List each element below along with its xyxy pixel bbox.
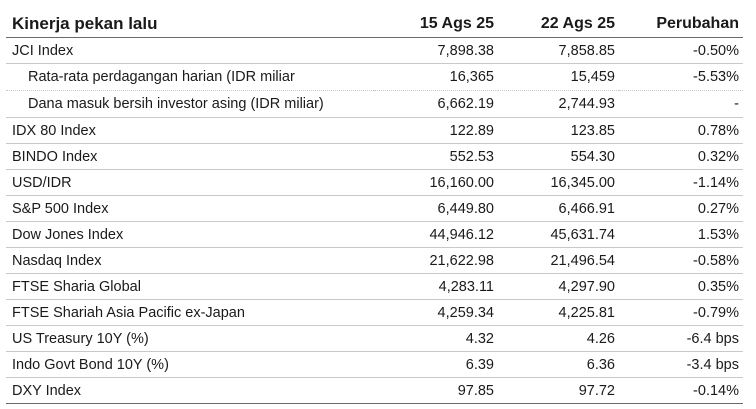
value-current-week: 6,466.91 (498, 196, 619, 222)
value-change: -0.14% (619, 378, 743, 404)
table-row (6, 91, 743, 118)
weekly-performance-table (6, 10, 743, 404)
value-prev-week: 6,662.19 (374, 91, 498, 118)
row-label: FTSE Sharia Global (6, 274, 374, 300)
value-prev-week: 21,622.98 (374, 248, 498, 274)
value-change: -6.4 bps (619, 326, 743, 352)
column-header-current-date: 22 Ags 25 (498, 10, 619, 38)
table-row (6, 300, 743, 326)
table-row (6, 378, 743, 404)
value-current-week: 45,631.74 (498, 222, 619, 248)
table-body (6, 38, 743, 404)
value-prev-week: 552.53 (374, 144, 498, 170)
value-current-week: 4.26 (498, 326, 619, 352)
table-row (6, 196, 743, 222)
row-label: Dow Jones Index (6, 222, 374, 248)
value-current-week: 2,744.93 (498, 91, 619, 118)
value-current-week: 16,345.00 (498, 170, 619, 196)
value-current-week: 15,459 (498, 64, 619, 91)
row-label: US Treasury 10Y (%) (6, 326, 374, 352)
value-prev-week: 122.89 (374, 118, 498, 144)
value-change: -1.14% (619, 170, 743, 196)
table-row (6, 274, 743, 300)
row-label: DXY Index (6, 378, 374, 404)
value-change: -0.79% (619, 300, 743, 326)
value-current-week: 4,225.81 (498, 300, 619, 326)
table-row (6, 144, 743, 170)
value-change: 0.35% (619, 274, 743, 300)
row-label: BINDO Index (6, 144, 374, 170)
row-label: S&P 500 Index (6, 196, 374, 222)
header-row (6, 10, 743, 38)
table-row (6, 222, 743, 248)
value-prev-week: 4,259.34 (374, 300, 498, 326)
value-change: 0.78% (619, 118, 743, 144)
row-label: FTSE Shariah Asia Pacific ex-Japan (6, 300, 374, 326)
row-label: USD/IDR (6, 170, 374, 196)
table-header (6, 10, 743, 38)
row-label: Dana masuk bersih investor asing (IDR miliar) (6, 91, 374, 118)
value-current-week: 123.85 (498, 118, 619, 144)
value-prev-week: 16,365 (374, 64, 498, 91)
table-row (6, 38, 743, 64)
value-change: -0.50% (619, 38, 743, 64)
row-label: Nasdaq Index (6, 248, 374, 274)
value-prev-week: 97.85 (374, 378, 498, 404)
value-change: - (619, 91, 743, 118)
value-change: -0.58% (619, 248, 743, 274)
value-change: -5.53% (619, 64, 743, 91)
table-row (6, 326, 743, 352)
value-prev-week: 7,898.38 (374, 38, 498, 64)
value-current-week: 7,858.85 (498, 38, 619, 64)
value-current-week: 4,297.90 (498, 274, 619, 300)
value-current-week: 21,496.54 (498, 248, 619, 274)
value-current-week: 554.30 (498, 144, 619, 170)
row-label: Rata-rata perdagangan harian (IDR miliar (6, 64, 374, 91)
column-header-change: Perubahan (619, 10, 743, 38)
table-title: Kinerja pekan lalu (6, 10, 374, 38)
column-header-prev-date: 15 Ags 25 (374, 10, 498, 38)
row-label: Indo Govt Bond 10Y (%) (6, 352, 374, 378)
row-label: IDX 80 Index (6, 118, 374, 144)
table-row (6, 352, 743, 378)
table-row (6, 118, 743, 144)
value-prev-week: 4.32 (374, 326, 498, 352)
value-prev-week: 6.39 (374, 352, 498, 378)
table-row (6, 64, 743, 91)
table-row (6, 248, 743, 274)
value-change: 1.53% (619, 222, 743, 248)
value-current-week: 97.72 (498, 378, 619, 404)
value-prev-week: 44,946.12 (374, 222, 498, 248)
value-prev-week: 4,283.11 (374, 274, 498, 300)
value-change: 0.32% (619, 144, 743, 170)
row-label: JCI Index (6, 38, 374, 64)
value-change: 0.27% (619, 196, 743, 222)
value-prev-week: 16,160.00 (374, 170, 498, 196)
value-current-week: 6.36 (498, 352, 619, 378)
value-prev-week: 6,449.80 (374, 196, 498, 222)
value-change: -3.4 bps (619, 352, 743, 378)
table-row (6, 170, 743, 196)
